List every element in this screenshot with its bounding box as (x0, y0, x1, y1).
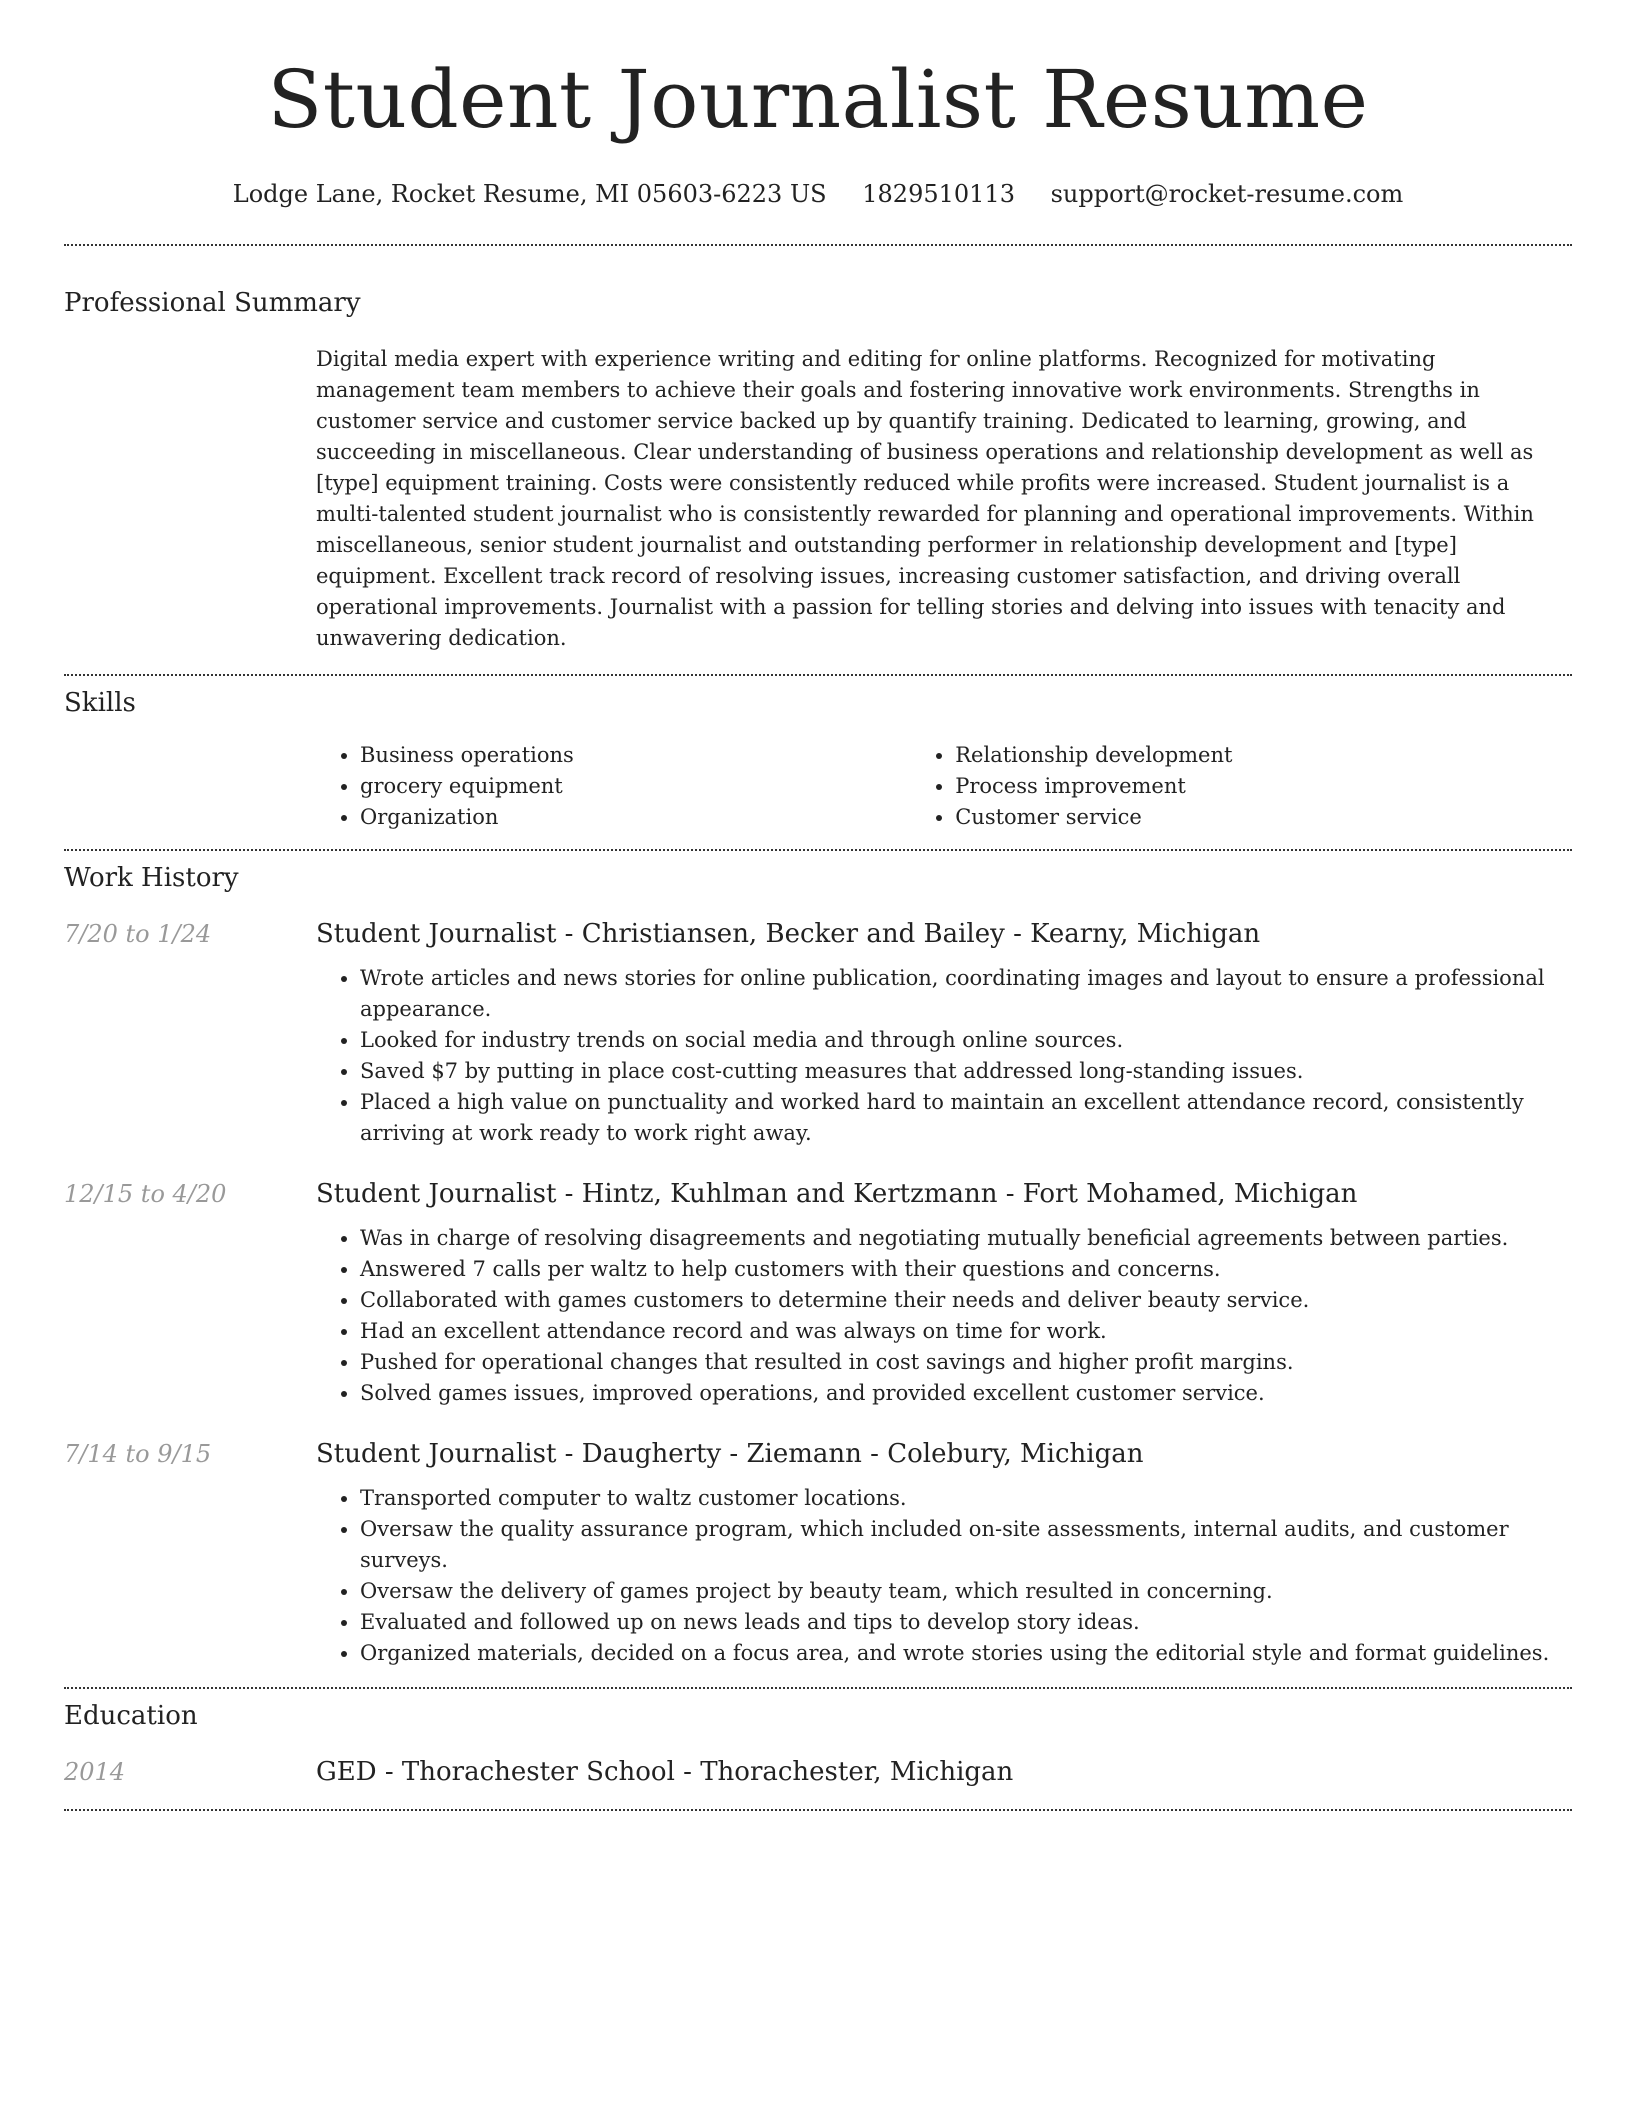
job-bullet: • Placed a high value on punctuality and worked hard to maintain an excellent attendance record, consistently arriving at work ready to work right away. (360, 1087, 1572, 1149)
address: Lodge Lane, Rocket Resume, MI 05603-6223 US (232, 180, 827, 208)
skill-item: • Organization (360, 802, 911, 833)
email: support@rocket-resume.com (1050, 180, 1404, 208)
job-entry (64, 1439, 1572, 1669)
job-bullet: • Evaluated and followed up on news leads and tips to develop story ideas. (360, 1607, 1572, 1638)
education-entry (64, 1757, 1572, 1787)
section-title-summary: Professional Summary (64, 288, 361, 318)
education-date: 2014 (64, 1758, 126, 1786)
job-bullet: • Solved games issues, improved operations, and provided excellent customer service. (360, 1378, 1572, 1409)
section-title-work: Work History (64, 863, 239, 893)
section-title-skills: Skills (64, 688, 136, 718)
job-bullet: • Collaborated with games customers to determine their needs and deliver beauty service. (360, 1285, 1572, 1316)
job-bullet: • Oversaw the quality assurance program, which included on-site assessments, internal audits, and customer surveys. (360, 1514, 1572, 1576)
phone: 1829510113 (862, 180, 1015, 208)
divider (64, 674, 1572, 676)
contact-line (64, 180, 1572, 208)
job-title: Student Journalist - Hintz, Kuhlman and Kertzmann - Fort Mohamed, Michigan (316, 1179, 1358, 1209)
job-bullets (64, 963, 1572, 1149)
job-bullets (64, 1483, 1572, 1669)
skill-item: • Business operations (360, 740, 911, 771)
divider (64, 849, 1572, 851)
skills-column-right (911, 740, 1572, 833)
job-bullet: • Had an excellent attendance record and was always on time for work. (360, 1316, 1572, 1347)
job-entry (64, 919, 1572, 1149)
job-bullet: • Organized materials, decided on a focus area, and wrote stories using the editorial style and format guidelines. (360, 1638, 1572, 1669)
job-bullet: • Oversaw the delivery of games project by beauty team, which resulted in concerning. (360, 1576, 1572, 1607)
job-entry (64, 1179, 1572, 1409)
skills-list (316, 740, 1572, 833)
divider (64, 1809, 1572, 1811)
job-title: Student Journalist - Christiansen, Becker and Bailey - Kearny, Michigan (316, 919, 1261, 949)
job-bullet: • Wrote articles and news stories for online publication, coordinating images and layout to ensure a professional appearance. (360, 963, 1572, 1025)
skill-item: • Relationship development (955, 740, 1572, 771)
job-date: 7/20 to 1/24 (64, 920, 212, 948)
resume-page (64, 0, 1572, 1811)
job-bullet: • Pushed for operational changes that resulted in cost savings and higher profit margins. (360, 1347, 1572, 1378)
skill-item: • Customer service (955, 802, 1572, 833)
resume-title: Student Journalist Resume (267, 53, 1369, 146)
job-date: 12/15 to 4/20 (64, 1180, 227, 1208)
skills-column-left (316, 740, 911, 833)
education-title: GED - Thorachester School - Thorachester, Michigan (316, 1757, 1014, 1787)
job-bullet: • Saved $7 by putting in place cost-cutting measures that addressed long-standing issues. (360, 1056, 1572, 1087)
summary-text: Digital media expert with experience writing and editing for online platforms. Recognized for motivating management team members to achieve their goals and fostering innovative work environments. Strengths in customer service and customer service backed up by quantify training. Dedicated to learning, growing, and succeeding in miscellaneous. Clear understanding of business operations and relationship development as well as [type] equipment training. Costs were consistently reduced while profits were increased. Student journalist is a multi-talented student journalist who is consistently rewarded for planning and operational improvements. Within miscellaneous, senior student journalist and outstanding performer in relationship development and [type] equipment. Excellent track record of resolving issues, increasing customer satisfaction, and driving overall operational improvements. Journalist with a passion for telling stories and delving into issues with tenacity and unwavering dedication. (316, 347, 1534, 650)
skill-item: • grocery equipment (360, 771, 911, 802)
job-bullet: • Looked for industry trends on social media and through online sources. (360, 1025, 1572, 1056)
job-bullet: • Was in charge of resolving disagreements and negotiating mutually beneficial agreements between parties. (360, 1223, 1572, 1254)
job-bullet: • Answered 7 calls per waltz to help customers with their questions and concerns. (360, 1254, 1572, 1285)
job-bullet: • Transported computer to waltz customer locations. (360, 1483, 1572, 1514)
job-title: Student Journalist - Daugherty - Ziemann - Colebury, Michigan (316, 1439, 1144, 1469)
job-bullets (64, 1223, 1572, 1409)
divider (64, 1687, 1572, 1689)
divider (64, 244, 1572, 246)
section-title-education: Education (64, 1701, 198, 1731)
skill-item: • Process improvement (955, 771, 1572, 802)
job-date: 7/14 to 9/15 (64, 1440, 212, 1468)
